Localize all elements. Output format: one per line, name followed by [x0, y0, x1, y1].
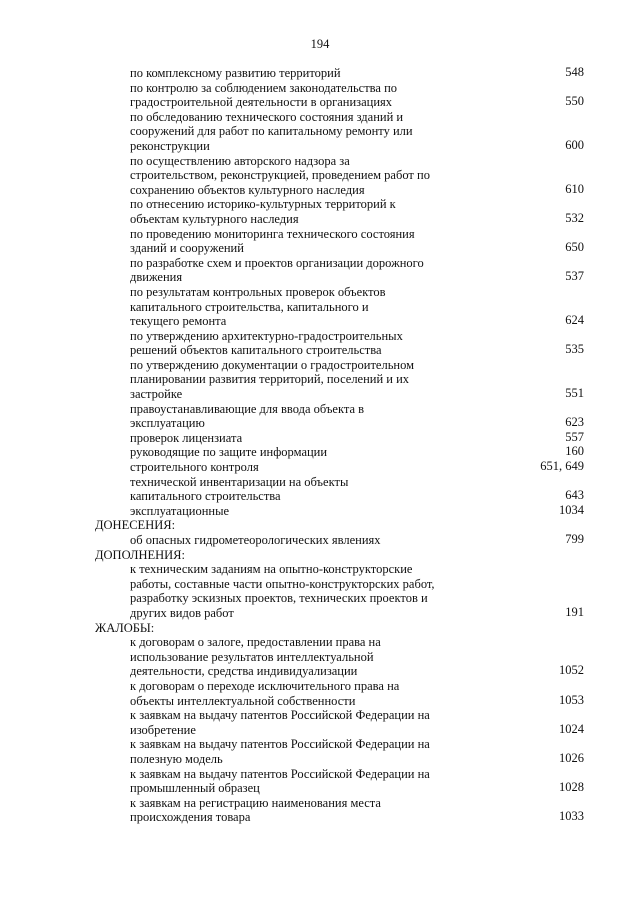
index-entry	[0, 256, 640, 285]
section-heading-zhaloby: ЖАЛОБЫ:	[95, 620, 155, 635]
entry-pages: 623	[565, 415, 584, 430]
entry-text: к заявкам на регистрацию наименования места происхождения товара	[130, 795, 381, 825]
entry-pages: 624	[565, 313, 584, 328]
entry-pages: 537	[565, 269, 584, 284]
section-heading-doneseniya: ДОНЕСЕНИЯ:	[95, 518, 176, 533]
index-entry	[0, 504, 640, 519]
entry-pages: 551	[565, 386, 584, 401]
entry-text: по утверждению документации о градостроительном планировании развития территорий, поселений и их застройке	[130, 357, 415, 402]
index-entry	[0, 796, 640, 825]
index-entry	[0, 445, 640, 460]
entry-text: эксплуатационные	[130, 503, 230, 518]
entry-text: по проведению мониторинга технического состояния зданий и сооружений	[130, 226, 415, 256]
index-entry	[0, 737, 640, 766]
entry-text: строительного контроля	[130, 460, 259, 475]
entry-text: по разработке схем и проектов организации дорожного движения	[130, 255, 424, 285]
entry-pages: 643	[565, 488, 584, 503]
entry-pages: 1033	[559, 809, 584, 824]
entry-text: к заявкам на выдачу патентов Российской Федерации на изобретение	[130, 708, 430, 737]
entry-text: об опасных гидрометеорологических явлениях	[130, 533, 381, 547]
entry-text: по контролю за соблюдением законодательства по градостроительной деятельности в организациях	[130, 80, 398, 110]
index-entry	[0, 154, 640, 198]
entry-text: к договорам о залоге, предоставлении права на использование результатов интеллектуальной деятельности, средства индивидуализации	[130, 635, 381, 679]
entry-text: по осуществлению авторского надзора за строительством, реконструкцией, проведением работ по сохранению объектов культурного наследия	[130, 153, 430, 197]
index-entry	[0, 81, 640, 110]
entry-pages: 1028	[559, 780, 584, 795]
entry-text: проверок лицензиата	[130, 430, 243, 445]
index-entry	[0, 562, 640, 620]
entry-text: по утверждению архитектурно-градостроительных решений объектов капитального строительства	[130, 328, 403, 358]
entry-pages: 1052	[559, 663, 584, 678]
entry-pages: 191	[565, 604, 584, 619]
entry-pages: 799	[565, 532, 584, 546]
entry-pages: 650	[565, 240, 584, 255]
entry-text: к техническим заданиям на опытно-конструкторские работы, составные части опытно-конструкторских работ, разработку эскизных проектов, технических проектов и других видов работ	[130, 562, 435, 620]
index-entry	[0, 66, 640, 81]
entry-pages: 548	[565, 65, 584, 79]
entry-text: по отнесению историко-культурных территорий к объектам культурного наследия	[130, 197, 396, 226]
index-entry	[0, 767, 640, 796]
entry-pages: 651, 649	[540, 459, 584, 474]
index-entry	[0, 402, 640, 431]
entry-pages: 600	[565, 137, 584, 152]
index-entry	[0, 679, 640, 708]
entry-pages: 535	[565, 342, 584, 357]
index-entry	[0, 197, 640, 226]
entry-text: технической инвентаризации на объекты капитального строительства	[130, 474, 349, 504]
entry-pages: 1026	[559, 750, 584, 765]
entry-pages: 1053	[559, 692, 584, 707]
entry-pages: 610	[565, 181, 584, 196]
index-entry	[0, 227, 640, 256]
entry-text: по результатам контрольных проверок объектов капитального строительства, капитального и текущего ремонта	[130, 284, 386, 329]
index-entry	[0, 533, 640, 548]
index-entry	[0, 431, 640, 446]
index-entry	[0, 110, 640, 154]
entry-text: к заявкам на выдачу патентов Российской Федерации на полезную модель	[130, 737, 430, 766]
entry-text: правоустанавливающие для ввода объекта в эксплуатацию	[130, 401, 365, 431]
index-entry	[0, 285, 640, 329]
index-entry	[0, 708, 640, 737]
page-number: 194	[310, 37, 330, 51]
entry-pages: 160	[565, 444, 584, 459]
entry-pages: 550	[565, 94, 584, 109]
entry-pages: 557	[565, 429, 584, 444]
entry-text: руководящие по защите информации	[130, 445, 328, 460]
section-heading-dopolneniya: ДОПОЛНЕНИЯ:	[95, 547, 185, 562]
index-entry	[0, 358, 640, 402]
index-entry	[0, 475, 640, 504]
index-entry	[0, 460, 640, 475]
entry-pages: 1034	[559, 502, 584, 517]
index-entry	[0, 635, 640, 679]
index-entry	[0, 329, 640, 358]
index-list	[0, 66, 640, 825]
entry-text: к договорам о переходе исключительного права на объекты интеллектуальной собственности	[130, 678, 400, 708]
entry-pages: 1024	[559, 721, 584, 736]
entry-pages: 532	[565, 210, 584, 225]
entry-text: к заявкам на выдачу патентов Российской Федерации на промышленный образец	[130, 766, 430, 796]
entry-text: по комплексному развитию территорий	[130, 66, 341, 80]
entry-text: по обследованию технического состояния зданий и сооружений для работ по капитальному ремонту или реконструкции	[130, 109, 413, 153]
